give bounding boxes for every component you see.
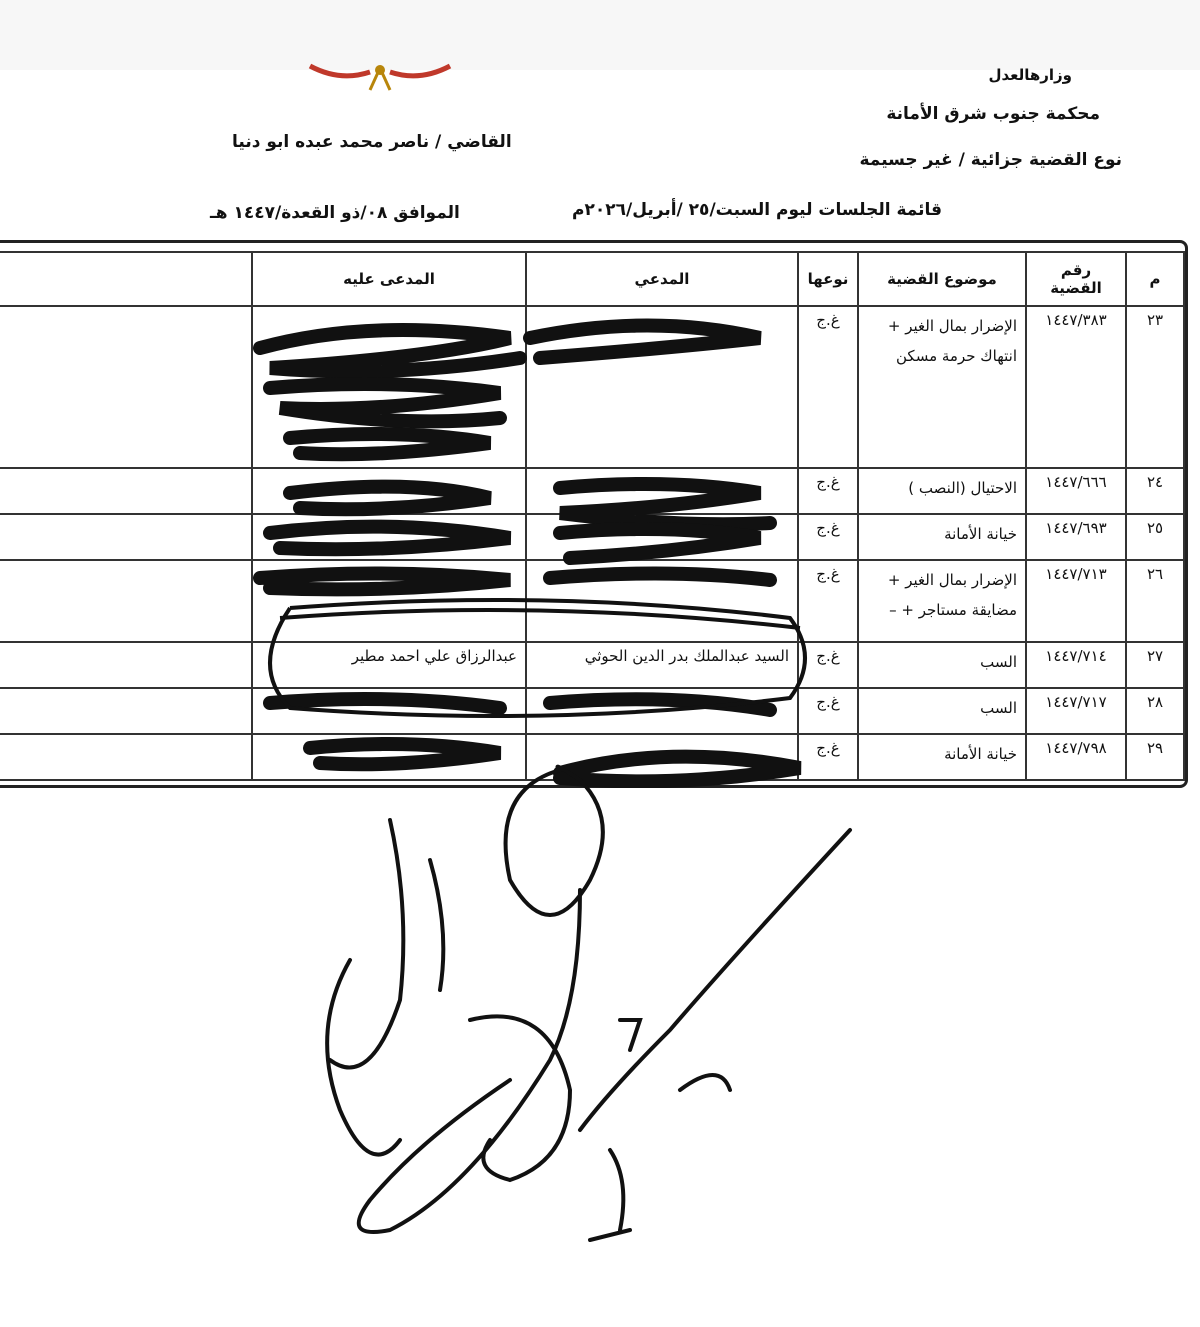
cell-type: غ.ج [798,514,858,560]
cell-no: ٢٨ [1126,688,1184,734]
hijri-date: الموافق ٠٨/ذو القعدة/١٤٤٧ هـ [210,203,460,223]
column-header-no: م [1126,252,1184,306]
cell-no: ٢٤ [1126,468,1184,514]
cell-type: غ.ج [798,688,858,734]
cell-case-number: ١٤٤٧/٦٦٦ [1026,468,1126,514]
cell-subject: الإضرار بمال الغير + مضايقة مستاجر + – [858,560,1026,642]
column-header-subject: موضوع القضية [858,252,1026,306]
ministry-title: وزارهالعدل [988,66,1072,84]
case-type: نوع القضية جزائية / غير جسيمة [859,150,1122,170]
column-header-defendant: المدعى عليه [252,252,526,306]
table-header-row [0,252,1184,306]
cell-subject: الإضرار بمال الغير + انتهاك حرمة مسكن [858,306,1026,468]
cell-no: ٢٧ [1126,642,1184,688]
cell-subject: الاحتيال (النصب ) [858,468,1026,514]
column-header-plaintiff: المدعي [526,252,798,306]
page-top-strip [0,0,1200,70]
cell-case-number: ١٤٤٧/٦٩٣ [1026,514,1126,560]
column-extra [0,252,252,306]
cell-extra [0,514,252,560]
cell-defendant: عبدالرزاق علي احمد مطير [252,642,526,688]
cell-type: غ.ج [798,642,858,688]
cell-no: ٢٣ [1126,306,1184,468]
cell-no: ٢٦ [1126,560,1184,642]
cell-extra [0,468,252,514]
cell-case-number: ١٤٤٧/٣٨٣ [1026,306,1126,468]
cell-no: ٢٥ [1126,514,1184,560]
cell-no: ٢٩ [1126,734,1184,780]
cell-plaintiff: السيد عبدالملك بدر الدين الحوثي [526,642,798,688]
judge-name: القاضي / ناصر محمد عبده ابو دنيا [232,132,512,152]
cell-extra [0,642,252,688]
cell-type: غ.ج [798,734,858,780]
cell-extra [0,560,252,642]
column-header-case-number: رقم القضية [1026,252,1126,306]
court-name: محكمة جنوب شرق الأمانة [886,104,1100,124]
cell-subject: السب [858,642,1026,688]
cell-case-number: ١٤٤٧/٧١٤ [1026,642,1126,688]
cell-case-number: ١٤٤٧/٧٩٨ [1026,734,1126,780]
cell-type: غ.ج [798,306,858,468]
eagle-emblem-icon [300,60,460,96]
cell-extra [0,306,252,468]
cell-type: غ.ج [798,468,858,514]
cell-subject: السب [858,688,1026,734]
cell-extra [0,688,252,734]
cell-subject: خيانة الأمانة [858,734,1026,780]
column-header-type: نوعها [798,252,858,306]
cell-case-number: ١٤٤٧/٧١٣ [1026,560,1126,642]
cell-extra [0,734,252,780]
cell-case-number: ١٤٤٧/٧١٧ [1026,688,1126,734]
cell-type: غ.ج [798,560,858,642]
handwritten-signature [250,760,890,1300]
sessions-date: قائمة الجلسات ليوم السبت/٢٥ /أبريل/٢٠٢٦م [572,200,943,220]
redaction-scribble [250,318,810,788]
cell-subject: خيانة الأمانة [858,514,1026,560]
